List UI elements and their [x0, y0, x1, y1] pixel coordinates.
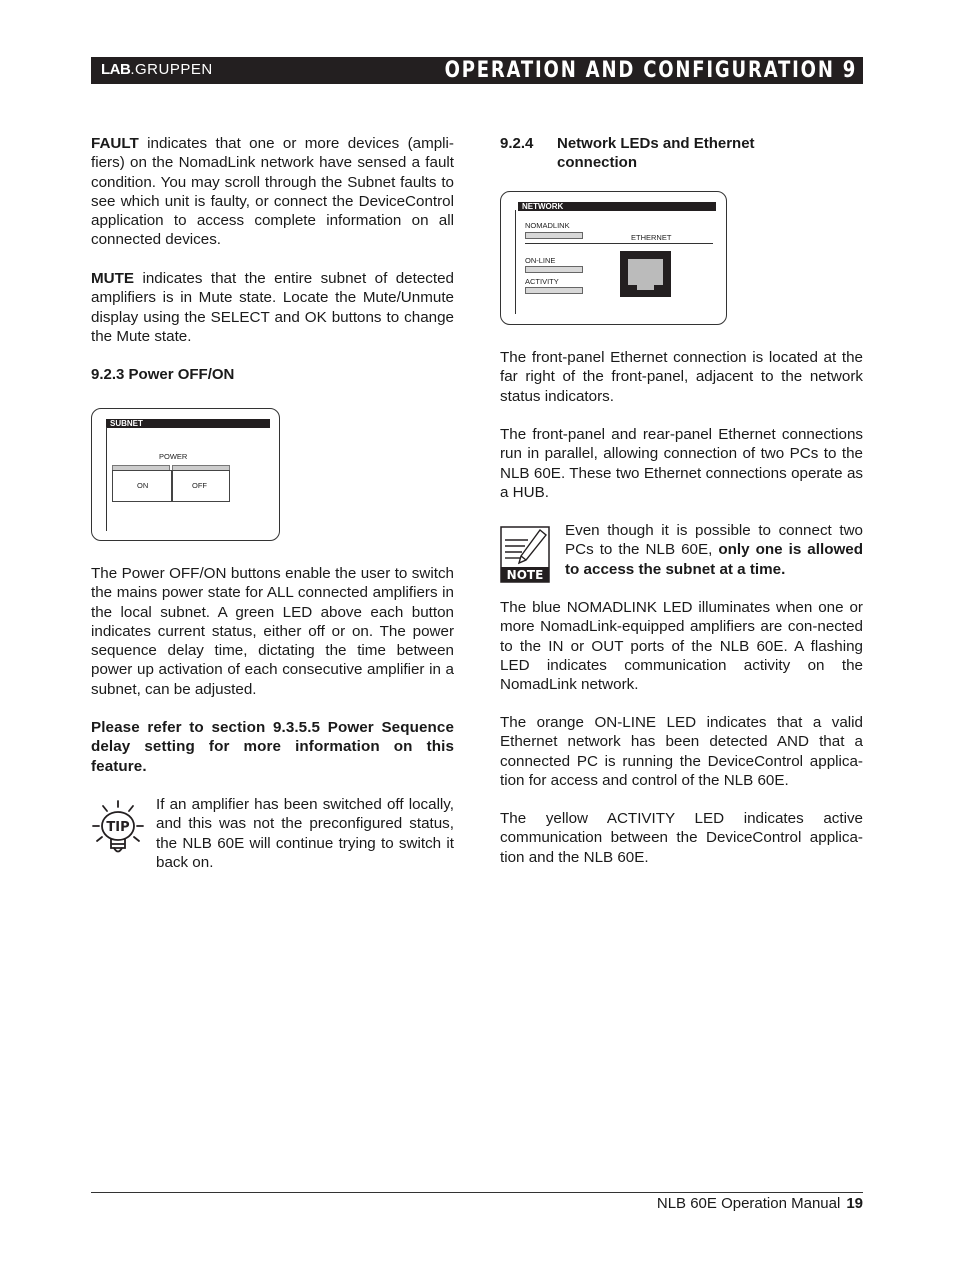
para-online-led: The orange ON-LINE LED indicates that a valid Ethernet network has been detected AND that a connected PC is running the DeviceControl applica-tion for access and control of the NLB 60E.: [500, 714, 863, 789]
note-paragraph: Even though it is possible to connect two PCs to the NLB 60E, only one is allowed to access the subnet at a time.: [565, 522, 864, 578]
subnet-panel-illustration: [91, 408, 280, 541]
fault-term: FAULT: [91, 135, 139, 152]
refer-paragraph: Please refer to section 9.3.5.5 Power Sequence delay setting for more information on this feature.: [91, 719, 454, 775]
tip-icon: [91, 798, 145, 858]
page-footer: [657, 1195, 863, 1212]
network-bar: NETWORK: [518, 202, 716, 211]
subnet-bar: SUBNET: [106, 419, 270, 428]
power-label: POWER: [159, 452, 188, 461]
heading-9-2-4: 9.2.4 Network LEDs and Ethernet connection: [500, 135, 755, 172]
off-button: OFF: [172, 470, 230, 502]
nomadlink-label: NOMADLINK: [525, 221, 570, 230]
online-label: ON-LINE: [525, 256, 556, 265]
heading-9-2-3: 9.2.3 Power OFF/ON: [91, 366, 235, 383]
para-ethernet-location: The front-panel Ethernet connection is located at the far right of the front-panel, adjacent to the network status indicators.: [500, 349, 863, 405]
tip-paragraph: If an amplifier has been switched off locally, and this was not the preconfigured status, the NLB 60E will continue trying to switch it back on.: [156, 796, 454, 871]
lab-gruppen-logo: LAB.GRUPPEN: [101, 61, 213, 78]
manual-title: NLB 60E Operation Manual: [656, 1195, 841, 1212]
note-icon: [500, 526, 550, 583]
footer-rule: [91, 1192, 863, 1193]
page-number: 19: [846, 1195, 863, 1212]
svg-text:TIP: TIP: [106, 820, 130, 835]
ethernet-port-icon: [620, 251, 671, 297]
fault-paragraph: FAULT indicates that one or more devices (ampli-fiers) on the NomadLink network have sensed a fault condition. You may scroll through the Subnet faults to see which unit is faulty, or connect the DeviceControl application to access complete information on all connected devices.: [91, 135, 454, 249]
mute-paragraph: MUTE indicates that the entire subnet of detected amplifiers is in Mute state. Locate the Mute/Unmute display using the SELECT and OK buttons to change the Mute state.: [91, 270, 454, 345]
activity-led: [525, 287, 583, 294]
mute-term: MUTE: [91, 270, 135, 287]
section-title: OPERATION AND CONFIGURATION 9: [444, 58, 857, 83]
para-nomadlink-led: The blue NOMADLINK LED illuminates when one or more NomadLink-equipped amplifiers are con-nected to the IN or OUT ports of the NLB 60E. A flashing LED indicates communication activity on the NomadLink network.: [500, 599, 863, 694]
svg-text:NOTE: NOTE: [506, 568, 544, 582]
network-panel-illustration: [500, 191, 727, 325]
online-led: [525, 266, 583, 273]
page-header: [91, 57, 863, 84]
nomadlink-led: [525, 232, 583, 239]
power-paragraph: The Power OFF/ON buttons enable the user to switch the mains power state for ALL connected amplifiers in the local subnet. A green LED above each button indicates current status, either off or on. The power sequence delay time, dictating the time between power up activation of each consecutive amplifier in a subnet, can be adjusted.: [91, 565, 454, 698]
para-ethernet-parallel: The front-panel and rear-panel Ethernet connections run in parallel, allowing connection of two PCs to the NLB 60E. These two Ethernet connections operate as a HUB.: [500, 426, 863, 501]
para-activity-led: The yellow ACTIVITY LED indicates active communication between the DeviceControl applica-tion and the NLB 60E.: [500, 810, 863, 866]
ethernet-label: ETHERNET: [631, 233, 672, 242]
activity-label: ACTIVITY: [525, 277, 559, 286]
on-button: ON: [112, 470, 172, 502]
